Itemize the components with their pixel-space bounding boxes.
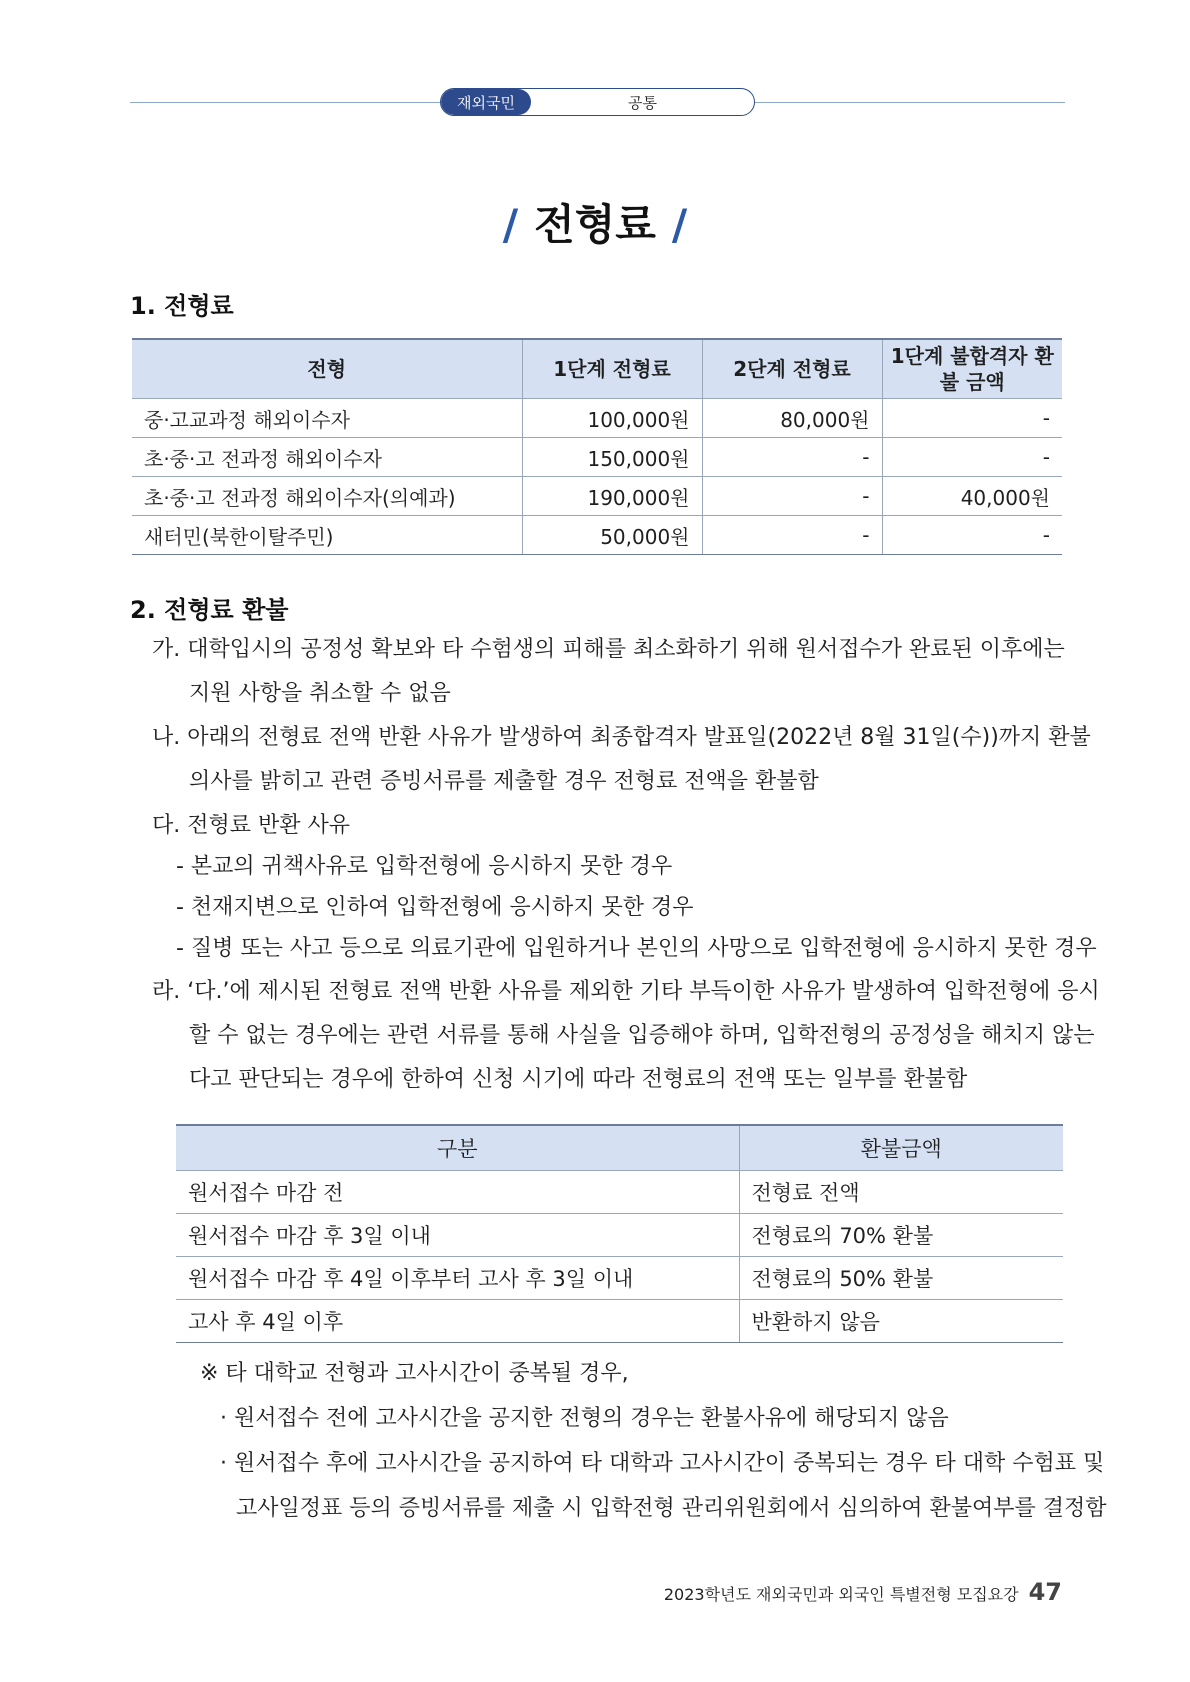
refund-cell-category: 원서접수 마감 후 4일 이후부터 고사 후 3일 이내 bbox=[176, 1257, 739, 1300]
fee-cell-stage2: - bbox=[702, 477, 882, 516]
section-heading-refund: 2. 전형료 환불 bbox=[130, 596, 289, 624]
tab-overseas-korean[interactable]: 재외국민 bbox=[441, 89, 531, 115]
fee-col-stage2: 2단계 전형료 bbox=[702, 339, 882, 399]
fee-cell-stage1: 100,000원 bbox=[522, 399, 702, 438]
refund-cell-amount: 전형료의 50% 환불 bbox=[739, 1257, 1063, 1300]
table-row bbox=[132, 516, 1062, 555]
refund-cell-category: 고사 후 4일 이후 bbox=[176, 1300, 739, 1343]
fee-col-stage1: 1단계 전형료 bbox=[522, 339, 702, 399]
reason-item-2: - 천재지변으로 인하여 입학전형에 응시하지 못한 경우 bbox=[176, 895, 694, 920]
note-item-2-line1: · 원서접수 후에 고사시간을 공지하여 타 대학과 고사시간이 중복되는 경우 타 대학 수험표 및 bbox=[220, 1451, 1105, 1476]
fee-cell-stage1: 50,000원 bbox=[522, 516, 702, 555]
reason-item-3: - 질병 또는 사고 등으로 의료기관에 입원하거나 본인의 사망으로 입학전형에 응시하지 못한 경우 bbox=[176, 936, 1097, 961]
table-row bbox=[132, 399, 1062, 438]
footer-title: 2023학년도 재외국민과 외국인 특별전형 모집요강 bbox=[663, 1585, 1019, 1604]
refund-cell-amount: 전형료의 70% 환불 bbox=[739, 1214, 1063, 1257]
refund-cell-category: 원서접수 마감 후 3일 이내 bbox=[176, 1214, 739, 1257]
table-row bbox=[176, 1214, 1063, 1257]
table-row bbox=[132, 438, 1062, 477]
fee-cell-type: 초·중·고 전과정 해외이수자 bbox=[132, 438, 522, 477]
paragraph-ga-line2: 지원 사항을 취소할 수 없음 bbox=[189, 681, 451, 706]
paragraph-ra-line3: 다고 판단되는 경우에 한하여 신청 시기에 따라 전형료의 전액 또는 일부를 환불함 bbox=[189, 1067, 968, 1092]
fee-cell-refund: - bbox=[882, 516, 1062, 555]
page-number: 47 bbox=[1028, 1578, 1062, 1606]
refund-cell-amount: 반환하지 않음 bbox=[739, 1300, 1063, 1343]
fee-cell-stage1: 150,000원 bbox=[522, 438, 702, 477]
refund-table-header-row bbox=[176, 1125, 1063, 1171]
title-slash-left: / bbox=[502, 200, 519, 249]
table-row bbox=[176, 1257, 1063, 1300]
paragraph-ra-line2: 할 수 없는 경우에는 관련 서류를 통해 사실을 입증해야 하며, 입학전형의 공정성을 해치지 않는 bbox=[189, 1023, 1095, 1048]
paragraph-da: 다. 전형료 반환 사유 bbox=[152, 813, 350, 838]
fee-cell-type: 새터민(북한이탈주민) bbox=[132, 516, 522, 555]
refund-table bbox=[176, 1124, 1063, 1343]
fee-cell-stage1: 190,000원 bbox=[522, 477, 702, 516]
fee-cell-refund: - bbox=[882, 438, 1062, 477]
fee-col-refund: 1단계 불합격자 환불 금액 bbox=[882, 339, 1062, 399]
fee-col-type: 전형 bbox=[132, 339, 522, 399]
page-title bbox=[0, 192, 1190, 252]
fee-table-header-row bbox=[132, 339, 1062, 399]
title-slash-right: / bbox=[671, 200, 688, 249]
fee-cell-stage2: - bbox=[702, 516, 882, 555]
paragraph-na-line2: 의사를 밝히고 관련 증빙서류를 제출할 경우 전형료 전액을 환불함 bbox=[189, 769, 819, 794]
fee-cell-refund: - bbox=[882, 399, 1062, 438]
page-footer bbox=[664, 1578, 1062, 1606]
paragraph-ra-line1: 라. ‘다.’에 제시된 전형료 전액 반환 사유를 제외한 기타 부득이한 사유가 발생하여 입학전형에 응시 bbox=[152, 979, 1100, 1004]
paragraph-ga-line1: 가. 대학입시의 공정성 확보와 타 수험생의 피해를 최소화하기 위해 원서접수가 완료된 이후에는 bbox=[152, 637, 1065, 662]
table-row bbox=[176, 1171, 1063, 1214]
section-heading-fee: 1. 전형료 bbox=[130, 292, 234, 320]
table-row bbox=[176, 1300, 1063, 1343]
fee-cell-stage2: 80,000원 bbox=[702, 399, 882, 438]
fee-table bbox=[132, 338, 1062, 555]
paragraph-na-line1: 나. 아래의 전형료 전액 반환 사유가 발생하여 최종합격자 발표일(2022년 8월 31일(수))까지 환불 bbox=[152, 725, 1091, 750]
note-heading: ※ 타 대학교 전형과 고사시간이 중복될 경우, bbox=[200, 1361, 629, 1386]
reason-item-1: - 본교의 귀책사유로 입학전형에 응시하지 못한 경우 bbox=[176, 854, 673, 879]
refund-cell-category: 원서접수 마감 전 bbox=[176, 1171, 739, 1214]
fee-cell-refund: 40,000원 bbox=[882, 477, 1062, 516]
page-title-text: 전형료 bbox=[534, 200, 656, 249]
refund-col-category: 구분 bbox=[176, 1125, 739, 1171]
note-item-2-line2: 고사일정표 등의 증빙서류를 제출 시 입학전형 관리위원회에서 심의하여 환불여부를 결정함 bbox=[236, 1496, 1107, 1521]
fee-cell-type: 중·고교과정 해외이수자 bbox=[132, 399, 522, 438]
fee-cell-stage2: - bbox=[702, 438, 882, 477]
tab-common[interactable]: 공통 bbox=[628, 93, 657, 112]
fee-cell-type: 초·중·고 전과정 해외이수자(의예과) bbox=[132, 477, 522, 516]
refund-cell-amount: 전형료 전액 bbox=[739, 1171, 1063, 1214]
header-tab-group bbox=[440, 88, 755, 116]
note-item-1: · 원서접수 전에 고사시간을 공지한 전형의 경우는 환불사유에 해당되지 않음 bbox=[220, 1406, 949, 1431]
refund-col-amount: 환불금액 bbox=[739, 1125, 1063, 1171]
table-row bbox=[132, 477, 1062, 516]
